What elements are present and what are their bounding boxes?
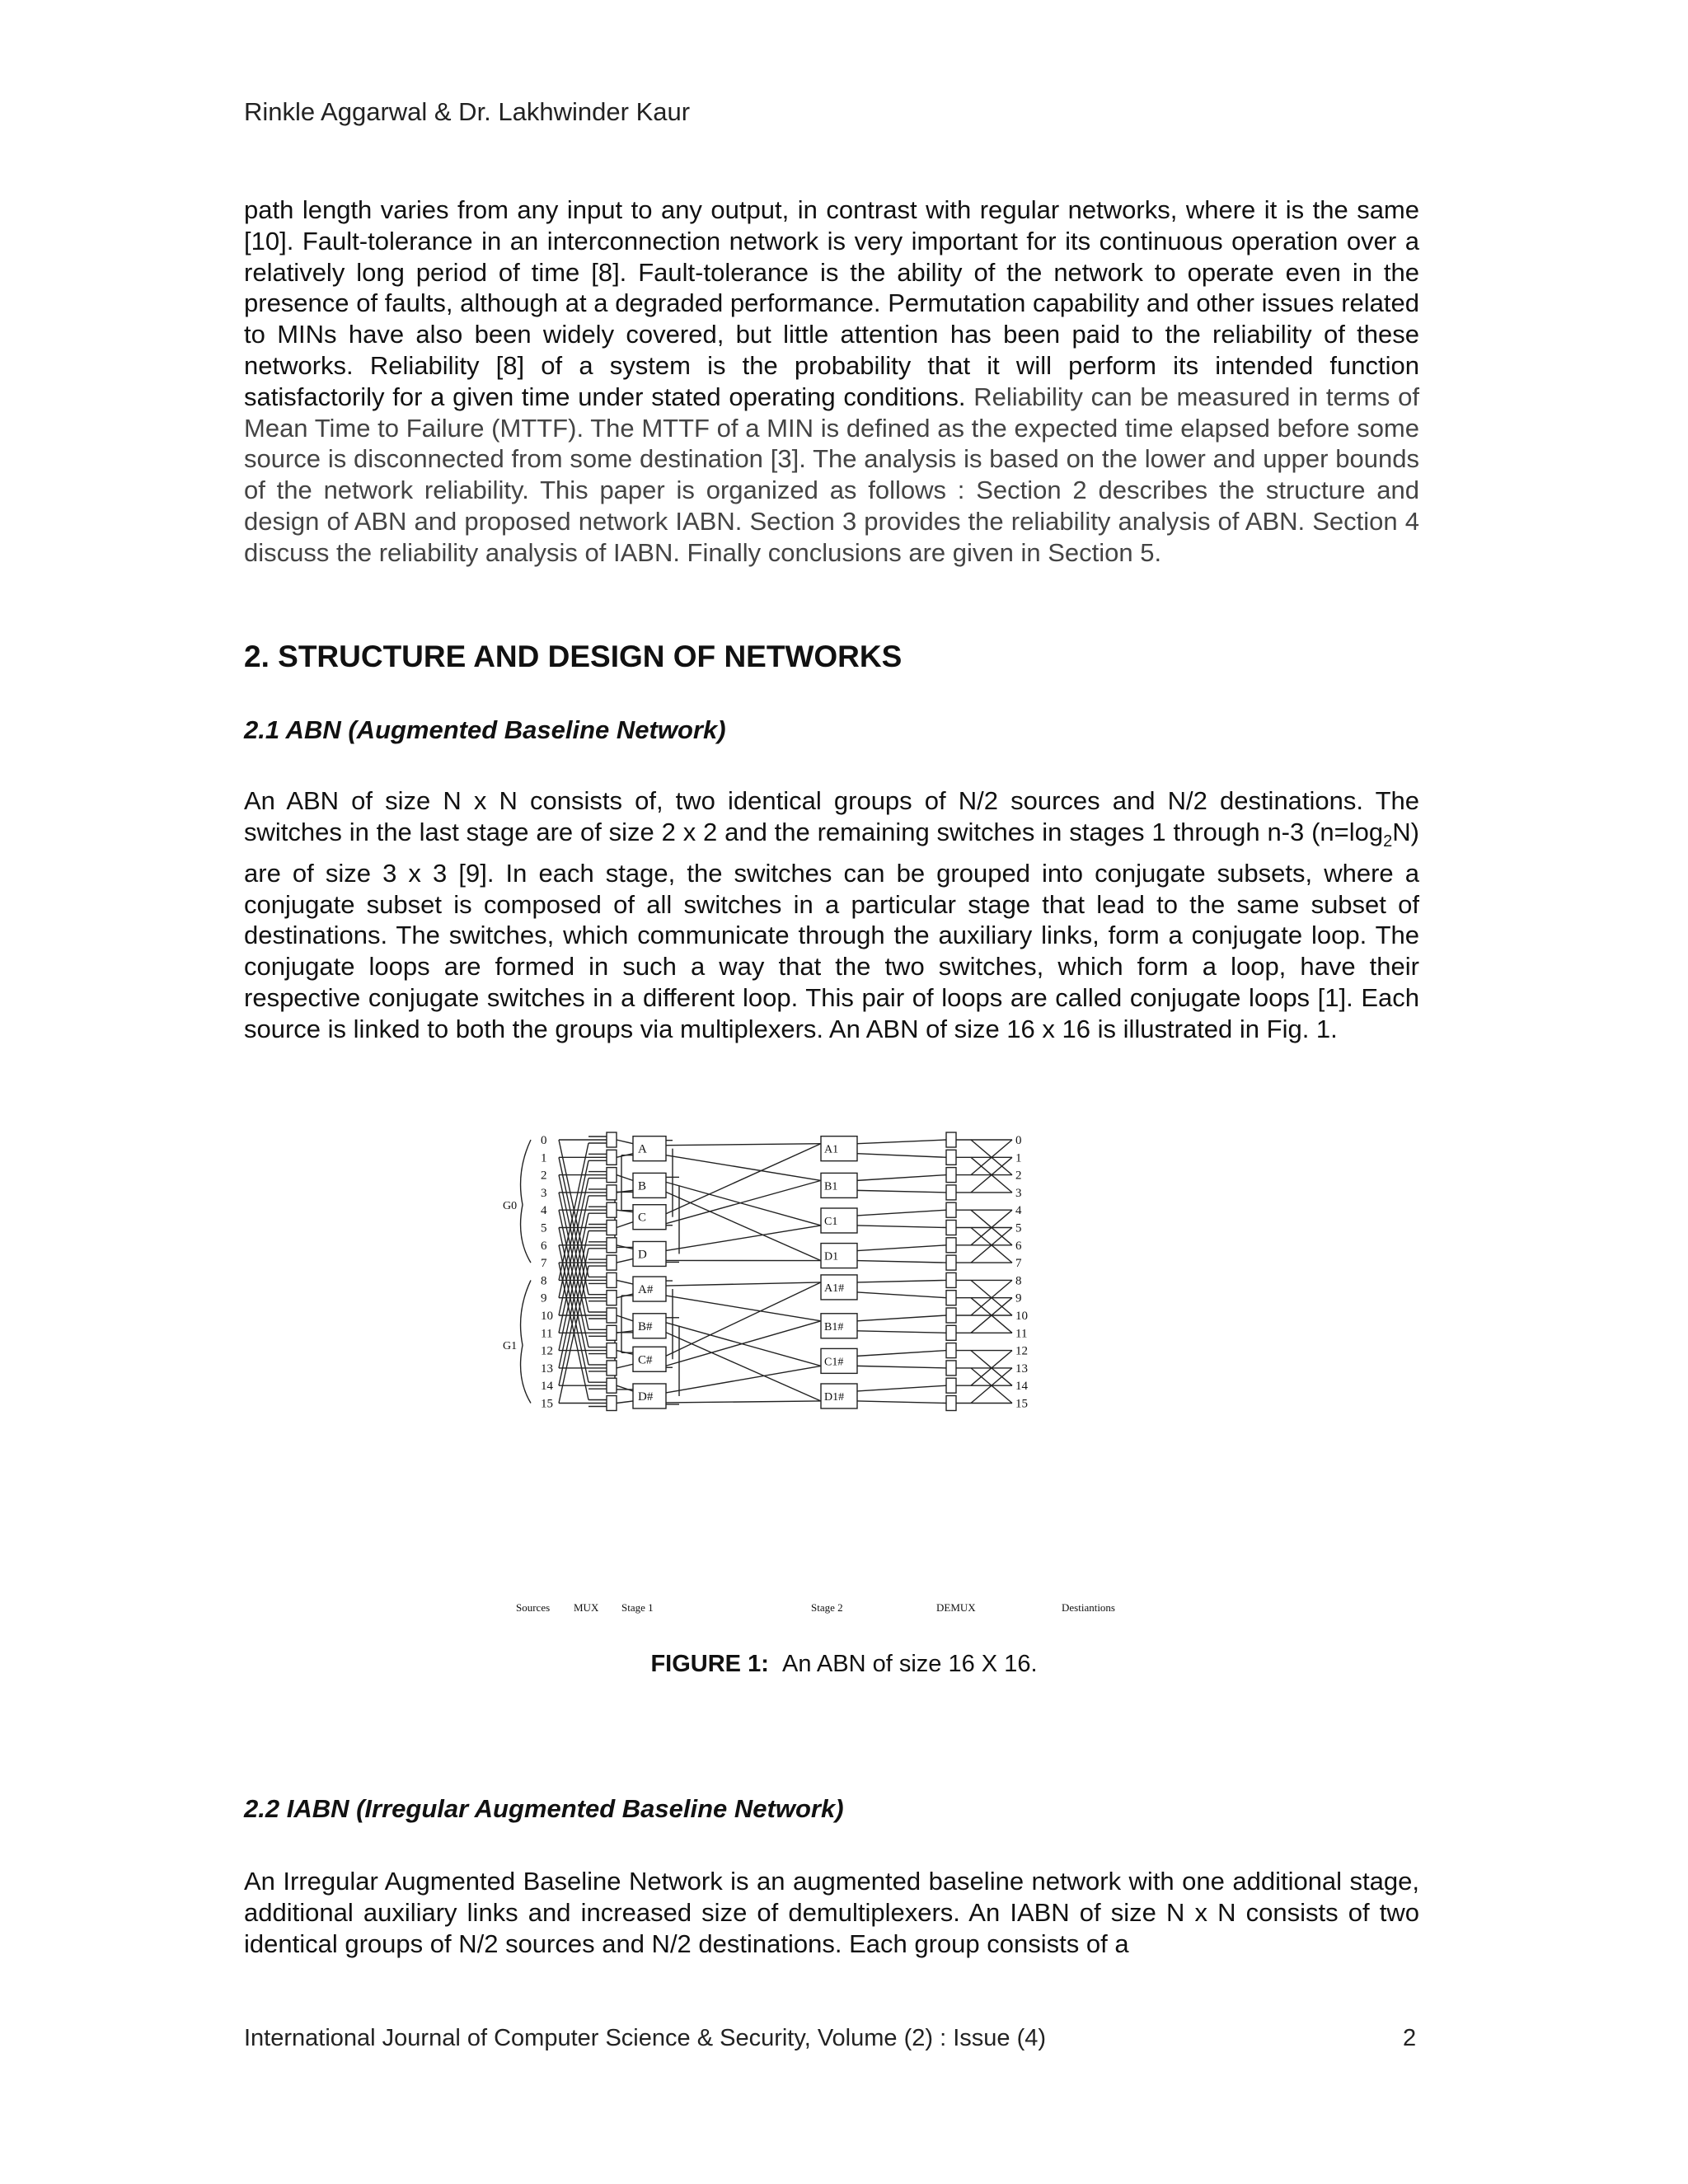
intro-paragraph-part-a: path length varies from any input to any output, in contrast with regular networks, where it is the same [10]. Fault-tolerance in an interconnection network is very important for its continuous operation over a relatively long period of time [8]. Fault-tolerance is the ability of the network to operate even in the presence of faults, although at a degraded performance. Permutation capability and other issues related to MINs have also been widely covered, but little attention has been paid to the reliability of these networks. Reliability [8] of a system is the probability that it will perform its intended function satisfactorily for a given time under stated operating conditions. <box>244 195 1419 411</box>
stage1-stage2-link <box>666 1366 821 1393</box>
stage1-switch-label: B# <box>638 1319 653 1333</box>
demux-box <box>946 1185 956 1200</box>
mux-stage1-link <box>617 1385 633 1391</box>
network-links <box>521 1137 1012 1407</box>
stage2-demux-link <box>857 1245 946 1251</box>
group-label-g1: G1 <box>503 1340 518 1353</box>
stage1-stage2-link <box>666 1296 821 1321</box>
destination-label: 3 <box>1015 1186 1022 1200</box>
stage2-demux-link <box>857 1190 946 1193</box>
stage1-stage2-link <box>666 1401 821 1403</box>
mux-stage1-link <box>617 1222 633 1228</box>
source-label: 15 <box>541 1397 553 1411</box>
running-header: Rinkle Aggarwal & Dr. Lakhwinder Kaur <box>244 97 691 126</box>
demux-box <box>946 1150 956 1165</box>
stage1-switch-label: A <box>638 1142 647 1156</box>
source-label: 2 <box>541 1169 547 1183</box>
stage1-switch-label: B <box>638 1179 647 1193</box>
mux-box <box>607 1291 617 1305</box>
stage2-demux-link <box>857 1210 946 1216</box>
mux-box <box>607 1272 617 1287</box>
stage1-switch-label: A# <box>638 1283 654 1297</box>
abn-paragraph-part-2: N) are of size 3 x 3 [9]. In each stage, the switches can be grouped into conjugate subsets, where a conjugate subset is composed of all switches in a particular stage that lead to the same subset of destinations. The switches, which communicate through the auxiliary links, form a conjugate loop. The conjugate loops are formed in such a way that the two switches, which form a loop, have their respective conjugate switches in a different loop. This pair of loops are called conjugate loops [1]. Each source is linked to both the groups via multiplexers. An ABN of size 16 x 16 is illustrated in Fig. 1. <box>244 817 1419 1043</box>
demux-box <box>946 1308 956 1323</box>
abn-paragraph-subscript: 2 <box>1383 832 1393 851</box>
stage1-stage2-link <box>666 1144 821 1146</box>
stage2-switch-label: D1 <box>824 1250 839 1263</box>
destination-label: 0 <box>1015 1134 1022 1147</box>
source-cross-link <box>559 1140 588 1277</box>
mux-stage1-link <box>617 1280 633 1284</box>
destination-label: 8 <box>1015 1274 1022 1288</box>
destination-label: 12 <box>1015 1344 1028 1358</box>
source-label: 0 <box>541 1134 547 1147</box>
demux-box <box>946 1132 956 1147</box>
stage2-switch-label: B1# <box>824 1320 844 1333</box>
demux-box <box>946 1325 956 1340</box>
stage2-demux-link <box>857 1292 946 1298</box>
destination-label: 6 <box>1015 1239 1022 1253</box>
stage2-demux-link <box>857 1226 946 1228</box>
destination-label: 7 <box>1015 1257 1022 1271</box>
demux-box <box>946 1221 956 1235</box>
source-label: 11 <box>541 1327 553 1341</box>
demux-box <box>946 1396 956 1411</box>
destination-label: 9 <box>1015 1291 1022 1305</box>
mux-box <box>607 1221 617 1235</box>
source-label: 9 <box>541 1291 547 1305</box>
mux-box <box>607 1343 617 1358</box>
stage2-switch-label: B1 <box>824 1180 838 1193</box>
stage2-switch-label: A1 <box>824 1143 839 1156</box>
mux-box <box>607 1378 617 1393</box>
mux-box <box>607 1238 617 1253</box>
stage2-switch-label: C1 <box>824 1215 838 1228</box>
mux-box <box>607 1361 617 1376</box>
destination-label: 4 <box>1015 1204 1022 1218</box>
intro-paragraph <box>244 194 1419 569</box>
stage2-switch-label: C1# <box>824 1356 844 1369</box>
stage1-stage2-link <box>666 1226 821 1250</box>
source-cross-link <box>559 1157 588 1294</box>
stage2-demux-link <box>857 1351 946 1357</box>
mux-stage1-link <box>617 1175 633 1181</box>
intro-paragraph-part-b: Reliability can be measured in terms of Mean Time to Failure (MTTF). The MTTF of a MIN is defined as the expected time elapsed before some source is disconnected from some destination [3]. The analysis is based on the lower and upper bounds of the network reliability. This paper is organized as follows : Section 2 describes the structure and design of ABN and proposed network IABN. Section 3 provides the reliability analysis of ABN. Section 4 discuss the reliability analysis of IABN. Finally conclusions are given in Section 5. <box>244 382 1419 567</box>
network-labels <box>503 1134 1115 1614</box>
mux-stage1-link <box>617 1364 633 1368</box>
mux-stage1-link <box>617 1315 633 1321</box>
demux-box <box>946 1343 956 1358</box>
mux-box <box>607 1255 617 1270</box>
bottom-label: MUX <box>574 1601 599 1614</box>
mux-box <box>607 1202 617 1217</box>
mux-box <box>607 1185 617 1200</box>
journal-footer: International Journal of Computer Science & Security, Volume (2) : Issue (4) <box>244 2025 1047 2051</box>
figure-1-caption-text: An ABN of size 16 X 16. <box>782 1651 1038 1677</box>
stage2-switch-label: D1# <box>824 1390 845 1404</box>
demux-box <box>946 1238 956 1253</box>
demux-box <box>946 1291 956 1305</box>
source-label: 14 <box>541 1380 553 1394</box>
stage1-switch-label: C# <box>638 1353 653 1367</box>
stage1-switch-label: C <box>638 1211 647 1225</box>
destination-label: 15 <box>1015 1397 1028 1411</box>
brace-g0 <box>521 1140 531 1263</box>
demux-box <box>946 1255 956 1270</box>
source-label: 13 <box>541 1361 553 1376</box>
source-label: 6 <box>541 1239 547 1253</box>
mux-stage1-link <box>617 1401 633 1404</box>
mux-box <box>607 1325 617 1340</box>
demux-box <box>946 1272 956 1287</box>
abn-paragraph <box>244 785 1419 1045</box>
subsection-2-1-title: 2.1 ABN (Augmented Baseline Network) <box>244 715 726 744</box>
mux-box <box>607 1150 617 1165</box>
iabn-paragraph: An Irregular Augmented Baseline Network is an augmented baseline network with one additional stage, additional auxiliary links and increased size of demultiplexers. An IABN of size N x N consists of two identical groups of N/2 sources and N/2 destinations. Each group consists of a <box>244 1867 1419 1958</box>
source-label: 10 <box>541 1310 553 1323</box>
source-label: 12 <box>541 1344 553 1358</box>
bottom-label: Sources <box>516 1601 551 1614</box>
abn-paragraph-formula-open: (n=log <box>1311 817 1384 846</box>
source-cross-link <box>559 1231 588 1368</box>
subsection-2-2-title: 2.2 IABN (Irregular Augmented Baseline Network) <box>244 1794 844 1823</box>
source-label: 7 <box>541 1257 547 1271</box>
destination-label: 5 <box>1015 1221 1022 1235</box>
abn-paragraph-part-1: An ABN of size N x N consists of, two identical groups of N/2 sources and N/2 destinations. The switches in the last stage are of size 2 x 2 and the remaining switches in stages 1 through n-3 <box>244 786 1419 846</box>
source-label: 8 <box>541 1274 547 1288</box>
stage2-demux-link <box>857 1401 946 1404</box>
bottom-label: Stage 1 <box>621 1601 654 1614</box>
destination-label: 14 <box>1015 1380 1028 1394</box>
stage1-stage2-link <box>666 1282 821 1286</box>
figure-1-caption-label: FIGURE 1: <box>650 1651 769 1677</box>
stage2-demux-link <box>857 1280 946 1282</box>
bottom-label: DEMUX <box>936 1601 976 1614</box>
abn-network-figure <box>491 1125 1159 1619</box>
destination-label: 13 <box>1015 1361 1028 1376</box>
stage2-demux-link <box>857 1315 946 1321</box>
source-label: 1 <box>541 1151 547 1165</box>
brace-g1 <box>521 1280 531 1403</box>
page-number: 2 <box>1403 2025 1417 2051</box>
demux-box <box>946 1168 956 1183</box>
destination-label: 2 <box>1015 1169 1022 1183</box>
source-label: 3 <box>541 1186 547 1200</box>
source-cross-link <box>559 1175 588 1312</box>
stage2-switch-label: A1# <box>824 1282 845 1295</box>
source-label: 4 <box>541 1204 547 1218</box>
destination-label: 1 <box>1015 1151 1022 1165</box>
source-cross-link <box>559 1249 588 1385</box>
bottom-label: Destiantions <box>1062 1601 1115 1614</box>
stage1-stage2-link <box>666 1155 821 1181</box>
mux-box <box>607 1168 617 1183</box>
mux-box <box>607 1308 617 1323</box>
stage2-demux-link <box>857 1175 946 1181</box>
mux-stage1-link <box>617 1140 633 1144</box>
stage2-demux-link <box>857 1261 946 1263</box>
source-cross-link <box>559 1266 588 1403</box>
mux-box <box>607 1132 617 1147</box>
group-label-g0: G0 <box>503 1199 518 1212</box>
stage1-switch-label: D# <box>638 1390 654 1404</box>
source-label: 5 <box>541 1221 547 1235</box>
demux-box <box>946 1361 956 1376</box>
stage2-demux-link <box>857 1366 946 1368</box>
mux-stage1-link <box>617 1258 633 1263</box>
mux-box <box>607 1396 617 1411</box>
section-2-title: 2. STRUCTURE AND DESIGN OF NETWORKS <box>244 640 903 673</box>
stage2-demux-link <box>857 1331 946 1333</box>
destination-label: 11 <box>1015 1327 1028 1341</box>
stage1-stage2-link <box>666 1282 821 1356</box>
destination-label: 10 <box>1015 1310 1028 1323</box>
demux-box <box>946 1202 956 1217</box>
bottom-label: Stage 2 <box>811 1601 843 1614</box>
demux-box <box>946 1378 956 1393</box>
stage2-demux-link <box>857 1154 946 1158</box>
stage2-demux-link <box>857 1140 946 1144</box>
stage1-stage2-link <box>666 1333 821 1401</box>
stage2-demux-link <box>857 1385 946 1391</box>
figure-1-caption <box>0 1651 1688 1678</box>
stage1-switch-label: D <box>638 1248 647 1262</box>
